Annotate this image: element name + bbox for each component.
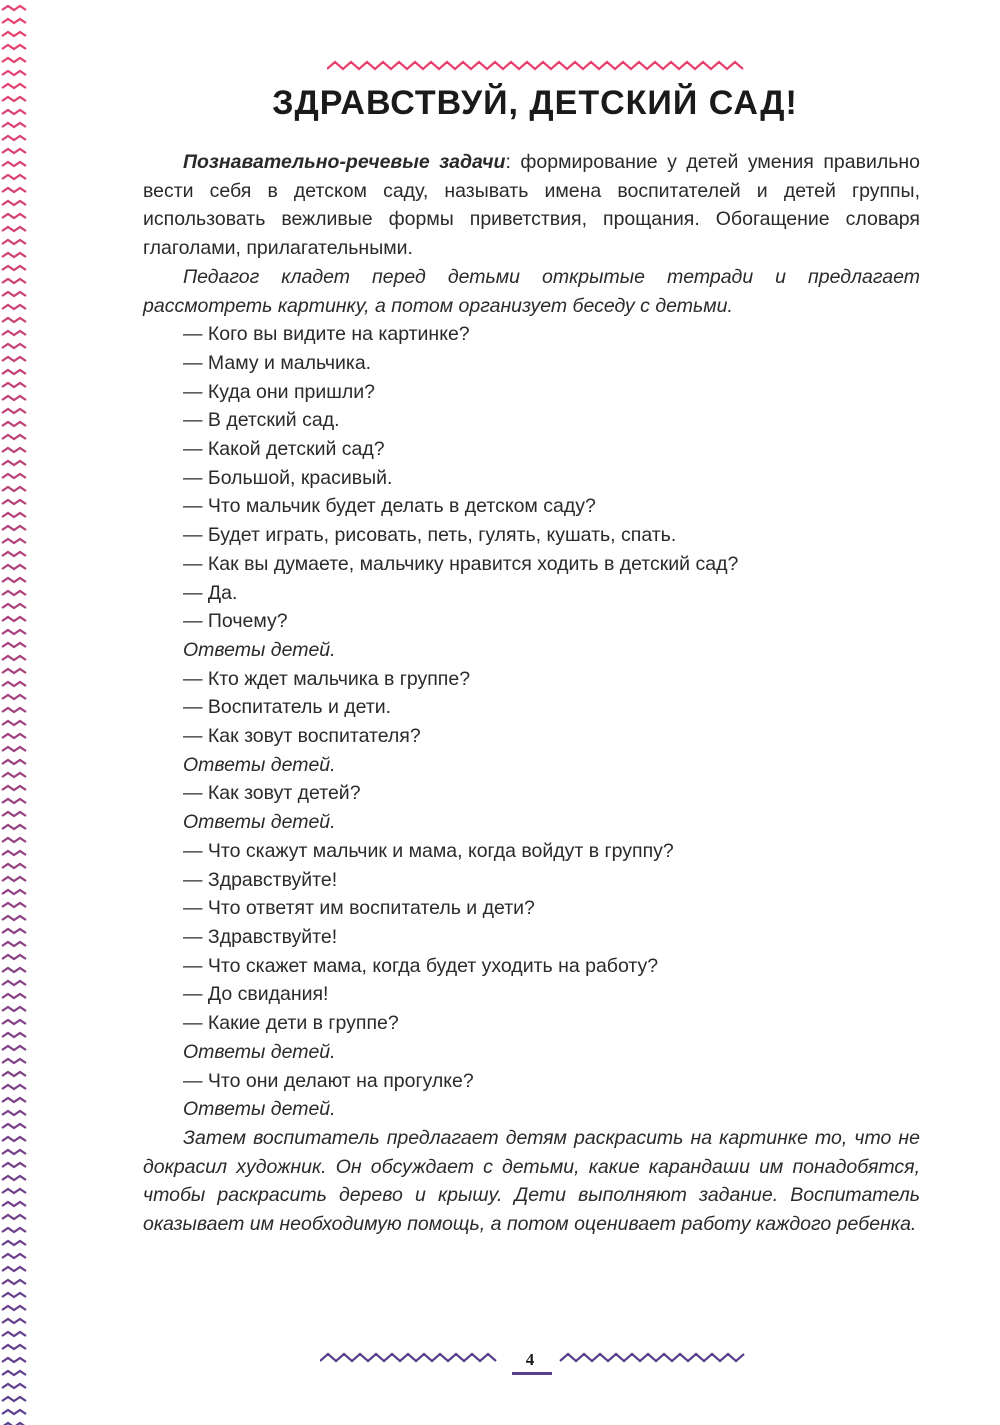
dialogue-line: — Почему? [183, 610, 288, 633]
dialogue-line: — Как зовут детей? [183, 782, 361, 805]
dialogue-line: — Что скажут мальчик и мама, когда войдут в группу? [183, 839, 674, 862]
document-body [143, 148, 921, 1239]
dialogue-note: Ответы детей. [183, 1098, 336, 1121]
instruction-paragraph: Педагог кладет перед детьми открытые тетради и предлагает рассмотреть картинку, а потом организует беседу с детьми. [143, 265, 920, 317]
dialogue-note: Ответы детей. [183, 753, 336, 776]
dialogue-note: Ответы детей. [183, 811, 336, 834]
dialogue-line: — Как вы думаете, мальчику нравится ходить в детский сад? [183, 552, 739, 575]
page-number: 4 [525, 1350, 535, 1369]
closing-paragraph: Затем воспитатель предлагает детям раскрасить на картинке то, что не докрасил художник. Он обсуждает с детьми, какие карандаши им понадобятся, чтобы раскрасить дерево и крышу. Дети выполняют задание. Воспитатель оказывает им необходимую помощь, а потом оценивает работу каждого ребенка. [143, 1126, 920, 1236]
intro-text: : формирование у детей умения правильно вести себя в детском саду, называть имена воспитателей и детей группы, использовать вежливые формы приветствия, прощания. Обогащение словаря глаголами, прилагательными. [143, 151, 921, 260]
dialogue-note: Ответы детей. [183, 1040, 336, 1063]
page-number-underline [512, 1372, 552, 1375]
dialogue-line: — Будет играть, рисовать, петь, гулять, кушать, спать. [183, 524, 677, 547]
dialogue-note: Ответы детей. [183, 638, 336, 661]
intro-label: Познавательно-речевые задачи [183, 151, 506, 173]
dialogue-list [183, 320, 920, 1124]
dialogue-line: — Кто ждет мальчика в группе? [183, 667, 471, 690]
top-wave-ornament [327, 58, 747, 74]
dialogue-line: — Что ответят им воспитатель и дети? [183, 897, 535, 920]
dialogue-line: — Как зовут воспитателя? [183, 725, 421, 748]
dialogue-line: — Здравствуйте! [183, 868, 338, 891]
dialogue-line: — Здравствуйте! [183, 925, 338, 948]
dialogue-line: — Какой детский сад? [183, 438, 385, 461]
intro-paragraph [143, 148, 920, 263]
dialogue-line: — Какие дети в группе? [183, 1012, 399, 1035]
page-title: ЗДРАВСТВУЙ, ДЕТСКИЙ САД! [272, 84, 798, 122]
dialogue-line: — Маму и мальчика. [183, 351, 372, 374]
dialogue-line: — Что мальчик будет делать в детском саду? [183, 495, 596, 518]
dialogue-line: — Что скажет мама, когда будет уходить на работу? [183, 954, 659, 977]
dialogue-line: — Что они делают на прогулке? [183, 1069, 474, 1092]
dialogue-line: — Кого вы видите на картинке? [183, 323, 470, 346]
dialogue-line: — Воспитатель и дети. [183, 696, 392, 719]
dialogue-line: — Куда они пришли? [183, 380, 376, 403]
chevron-border [0, 0, 30, 1425]
dialogue-line: — В детский сад. [183, 409, 340, 432]
dialogue-line: — Да. [183, 581, 238, 604]
dialogue-line: — Большой, красивый. [183, 466, 393, 489]
dialogue-line: — До свидания! [183, 983, 329, 1006]
